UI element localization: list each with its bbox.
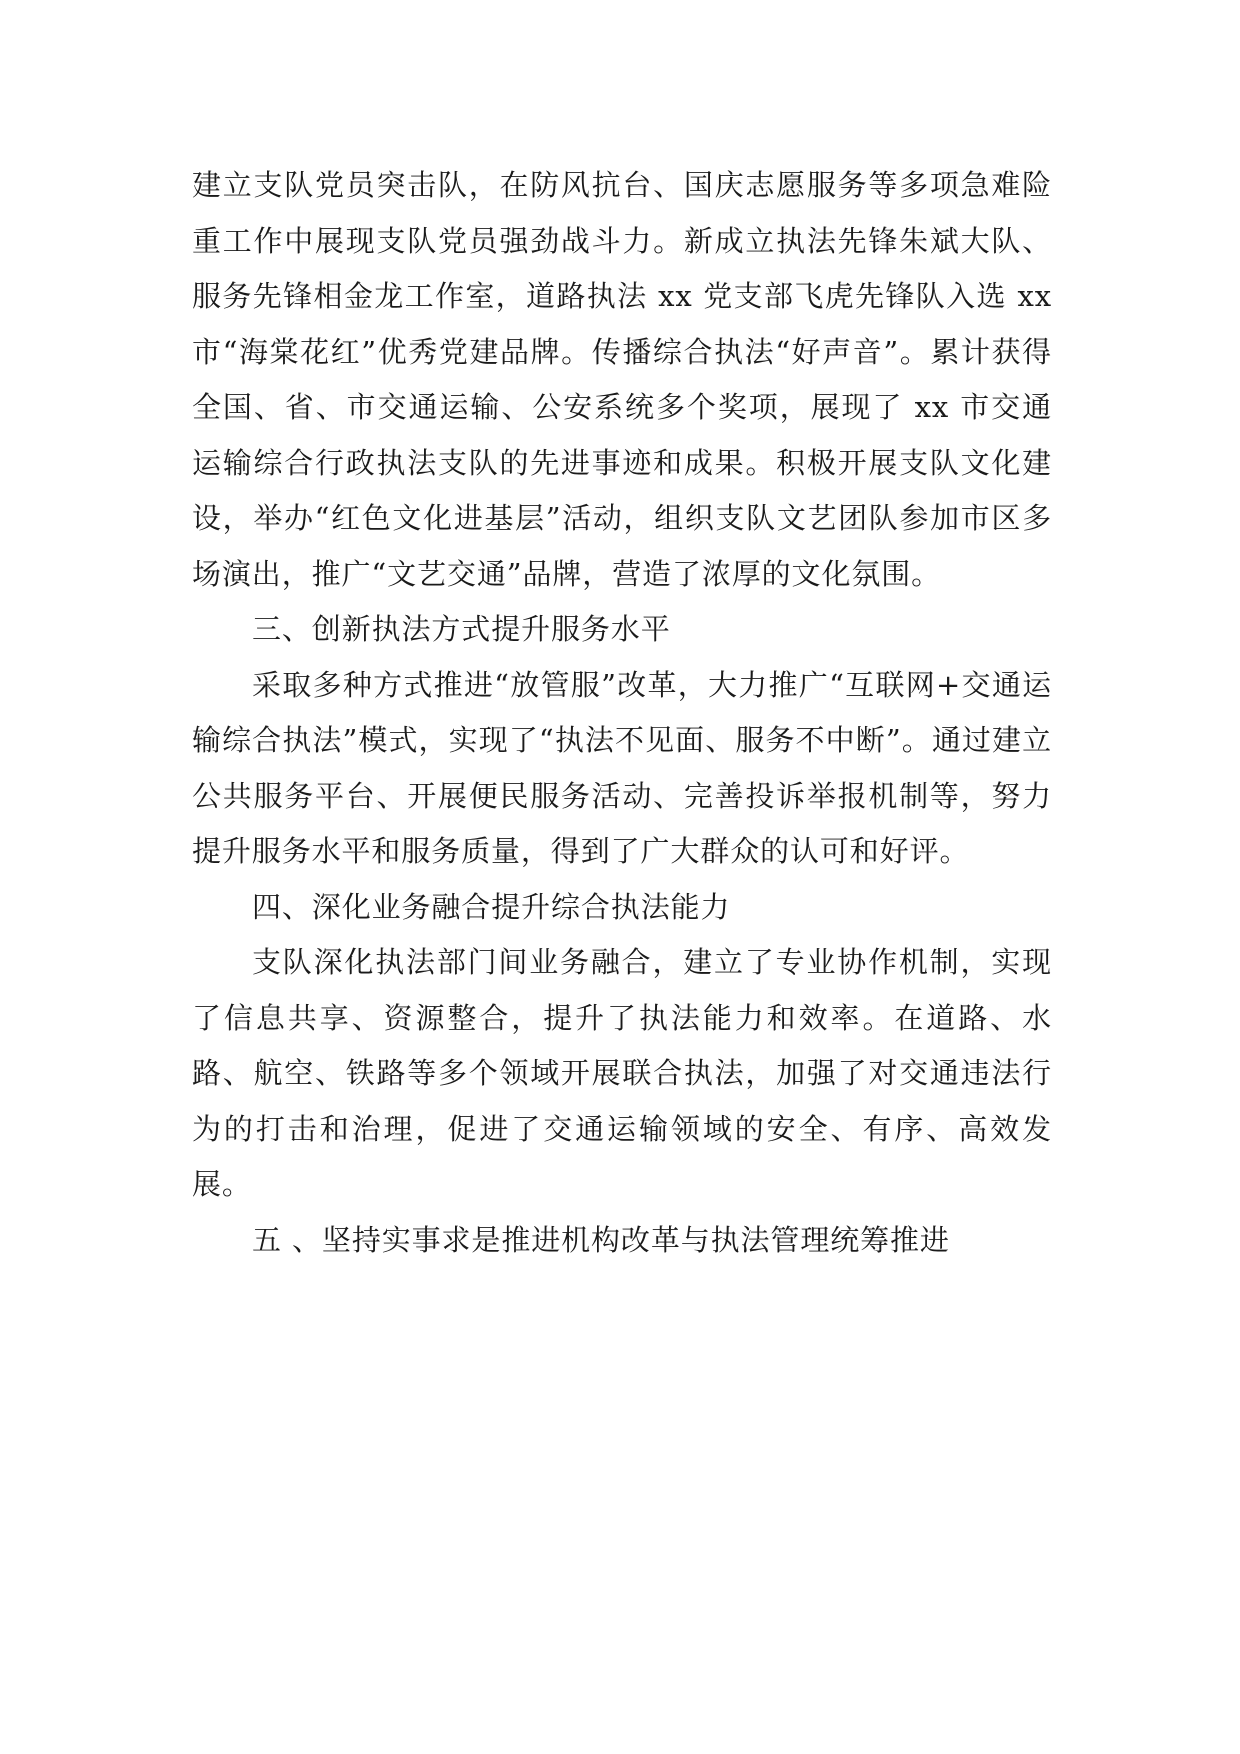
paragraph-business-integration: 支队深化执法部门间业务融合，建立了专业协作机制，实现了信息共享、资源整合，提升了执法能力和效率。在道路、水路、航空、铁路等多个领域开展联合执法，加强了对交通违法行为的打击和治理，促进了交通运输领域的安全、有序、高效发展。 xyxy=(192,945,1052,1201)
section-heading-3: 三、创新执法方式提升服务水平 xyxy=(252,612,671,646)
paragraph-party-building: 建立支队党员突击队，在防风抗台、国庆志愿服务等多项急难险重工作中展现支队党员强劲战斗力。新成立执法先锋朱斌大队、服务先锋相金龙工作室，道路执法 xx 党支部飞虎先锋队入选 xx 市“海棠花红”优秀党建品牌。传播综合执法“好声音”。累计获得全国、省、市交通运输、公安系统多个奖项，展现了 xx 市交通运输综合行政执法支队的先进事迹和成果。积极开展支队文化建设，举办“红色文化进基层”活动，组织支队文艺团队参加市区多场演出，推广“文艺交通”品牌，营造了浓厚的文化氛围。 xyxy=(192,168,1052,591)
document-body xyxy=(192,158,1052,1268)
section-heading-4: 四、深化业务融合提升综合执法能力 xyxy=(252,889,731,924)
paragraph-service-innovation: 采取多种方式推进“放管服”改革，大力推广“互联网+交通运输综合执法”模式，实现了“执法不见面、服务不中断”。通过建立公共服务平台、开展便民服务活动、完善投诉举报机制等，努力提升服务水平和服务质量，得到了广大群众的认可和好评。 xyxy=(192,667,1052,868)
section-heading-5: 五 、坚持实事求是推进机构改革与执法管理统筹推进 xyxy=(252,1222,950,1257)
